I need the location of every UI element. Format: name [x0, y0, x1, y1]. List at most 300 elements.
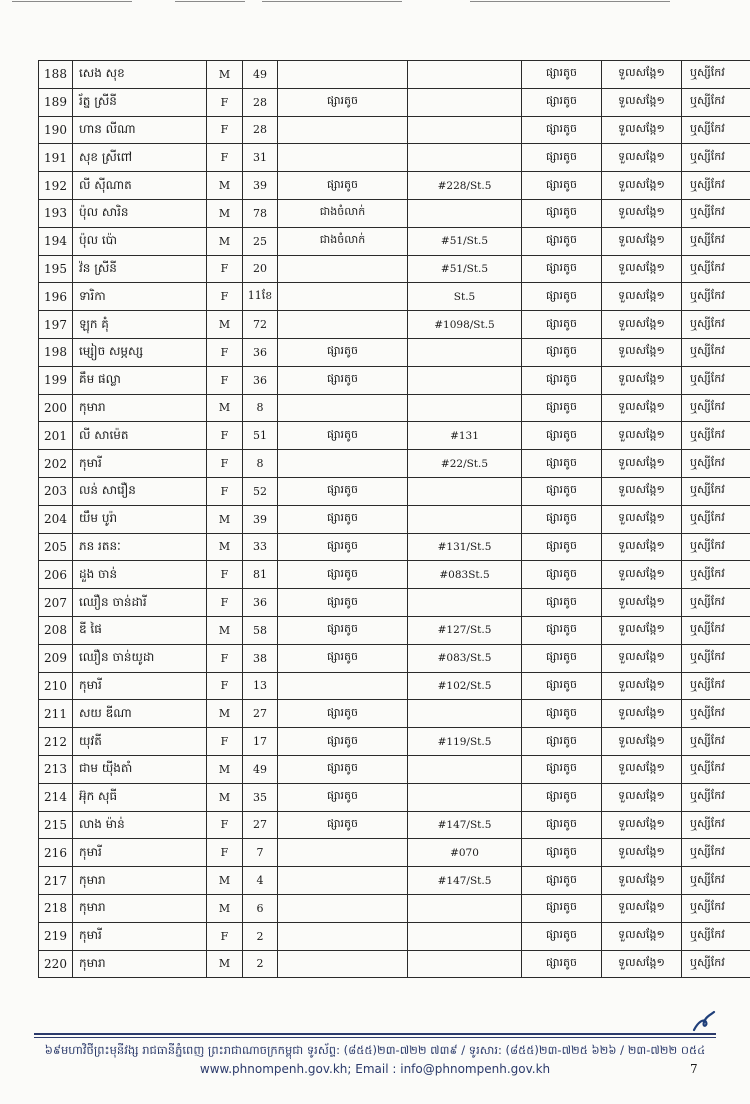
market-cell: ផ្សារតូច	[522, 283, 602, 311]
table-row	[39, 700, 750, 728]
commune-cell: ទួលសង្កែ១	[602, 422, 682, 450]
sex-cell: M	[207, 755, 243, 783]
commune-cell: ទួលសង្កែ១	[602, 839, 682, 867]
market-cell: ផ្សារតូច	[522, 700, 602, 728]
occupation-cell: ផ្សារតូច	[278, 477, 408, 505]
person-name-cell: សុខ ស្រីពៅ	[73, 144, 207, 172]
occupation-cell: ផ្សារតូច	[278, 755, 408, 783]
sex-cell: F	[207, 477, 243, 505]
person-name-cell: ដួង ចាន់	[73, 561, 207, 589]
table-row	[39, 422, 750, 450]
table-row	[39, 922, 750, 950]
market-cell: ផ្សារតូច	[522, 422, 602, 450]
person-name-cell: គឹម ផល្លា	[73, 366, 207, 394]
occupation-cell: ផ្សារតូច	[278, 783, 408, 811]
district-cell: ឬស្សីកែវ	[682, 672, 750, 700]
sex-cell: M	[207, 700, 243, 728]
occupation-cell: ផ្សារតូច	[278, 811, 408, 839]
address-cell: #131/St.5	[408, 533, 522, 561]
person-name-cell: លី ស៊ីណាត	[73, 172, 207, 200]
row-number-cell: 208	[39, 616, 73, 644]
person-name-cell: ឈឿន ចាន់យូដា	[73, 644, 207, 672]
market-cell: ផ្សារតូច	[522, 366, 602, 394]
person-name-cell: កុមារា	[73, 894, 207, 922]
table-row	[39, 394, 750, 422]
occupation-cell: ផ្សារតូច	[278, 88, 408, 116]
market-cell: ផ្សារតូច	[522, 950, 602, 978]
market-cell: ផ្សារតូច	[522, 450, 602, 478]
market-cell: ផ្សារតូច	[522, 505, 602, 533]
table-row	[39, 728, 750, 756]
age-cell: 20	[243, 255, 278, 283]
commune-cell: ទួលសង្កែ១	[602, 366, 682, 394]
row-number-cell: 217	[39, 867, 73, 895]
commune-cell: ទួលសង្កែ១	[602, 450, 682, 478]
market-cell: ផ្សារតូច	[522, 561, 602, 589]
market-cell: ផ្សារតូច	[522, 227, 602, 255]
row-number-cell: 218	[39, 894, 73, 922]
table-row	[39, 61, 750, 89]
district-cell: ឬស្សីកែវ	[682, 394, 750, 422]
market-cell: ផ្សារតូច	[522, 811, 602, 839]
table-row	[39, 116, 750, 144]
row-number-cell: 192	[39, 172, 73, 200]
sex-cell: M	[207, 505, 243, 533]
market-cell: ផ្សារតូច	[522, 533, 602, 561]
person-name-cell: ទារិកា	[73, 283, 207, 311]
table-row	[39, 199, 750, 227]
market-cell: ផ្សារតូច	[522, 839, 602, 867]
commune-cell: ទួលសង្កែ១	[602, 616, 682, 644]
row-number-cell: 210	[39, 672, 73, 700]
address-cell	[408, 199, 522, 227]
commune-cell: ទួលសង្កែ១	[602, 477, 682, 505]
table-row	[39, 894, 750, 922]
age-cell: 72	[243, 311, 278, 339]
address-cell: #22/St.5	[408, 450, 522, 478]
sex-cell: F	[207, 283, 243, 311]
occupation-cell	[278, 283, 408, 311]
register-table	[38, 60, 750, 978]
person-name-cell: កុមារា	[73, 394, 207, 422]
row-number-cell: 220	[39, 950, 73, 978]
person-name-cell: ឌី ផៃ	[73, 616, 207, 644]
commune-cell: ទួលសង្កែ១	[602, 728, 682, 756]
sex-cell: F	[207, 839, 243, 867]
age-cell: 39	[243, 505, 278, 533]
market-cell: ផ្សារតូច	[522, 88, 602, 116]
table-row	[39, 311, 750, 339]
district-cell: ឬស្សីកែវ	[682, 366, 750, 394]
market-cell: ផ្សារតូច	[522, 144, 602, 172]
district-cell: ឬស្សីកែវ	[682, 616, 750, 644]
age-cell: 78	[243, 199, 278, 227]
address-cell	[408, 894, 522, 922]
row-number-cell: 190	[39, 116, 73, 144]
district-cell: ឬស្សីកែវ	[682, 255, 750, 283]
market-cell: ផ្សារតូច	[522, 783, 602, 811]
commune-cell: ទួលសង្កែ១	[602, 811, 682, 839]
person-name-cell: សេង សុខ	[73, 61, 207, 89]
commune-cell: ទួលសង្កែ១	[602, 116, 682, 144]
table-row	[39, 672, 750, 700]
age-cell: 27	[243, 700, 278, 728]
age-cell: 49	[243, 61, 278, 89]
occupation-cell	[278, 950, 408, 978]
age-cell: 13	[243, 672, 278, 700]
row-number-cell: 204	[39, 505, 73, 533]
address-cell: St.5	[408, 283, 522, 311]
table-row	[39, 255, 750, 283]
footer-address: ៦៩មហាវិថីព្រះមុនីវង្ស រាជធានីភ្នំពេញ ព្រះរាជាណាចក្រកម្ពុជា ទូរស័ព្ទ: (៨៥៥)២៣-៧២២ ៧៣៩ / ទូរសារ: (៨៥៥)២៣-៧២៥ ៦២៦ / ២៣-៧២២ ០៥៤	[44, 1043, 706, 1057]
occupation-cell	[278, 867, 408, 895]
district-cell: ឬស្សីកែវ	[682, 422, 750, 450]
row-number-cell: 212	[39, 728, 73, 756]
occupation-cell	[278, 672, 408, 700]
table-row	[39, 450, 750, 478]
market-cell: ផ្សារតូច	[522, 172, 602, 200]
district-cell: ឬស្សីកែវ	[682, 311, 750, 339]
person-name-cell: ឈឿន ចាន់ដារី	[73, 589, 207, 617]
row-number-cell: 189	[39, 88, 73, 116]
district-cell: ឬស្សីកែវ	[682, 755, 750, 783]
occupation-cell	[278, 116, 408, 144]
age-cell: 8	[243, 450, 278, 478]
market-cell: ផ្សារតូច	[522, 199, 602, 227]
age-cell: 36	[243, 366, 278, 394]
person-name-cell: កុមារា	[73, 867, 207, 895]
district-cell: ឬស្សីកែវ	[682, 116, 750, 144]
row-number-cell: 216	[39, 839, 73, 867]
commune-cell: ទួលសង្កែ១	[602, 227, 682, 255]
sex-cell: M	[207, 311, 243, 339]
address-cell: #119/St.5	[408, 728, 522, 756]
market-cell: ផ្សារតូច	[522, 61, 602, 89]
row-number-cell: 202	[39, 450, 73, 478]
district-cell: ឬស្សីកែវ	[682, 283, 750, 311]
age-cell: 35	[243, 783, 278, 811]
sex-cell: M	[207, 61, 243, 89]
table-row	[39, 644, 750, 672]
age-cell: 28	[243, 88, 278, 116]
market-cell: ផ្សារតូច	[522, 338, 602, 366]
person-name-cell: អ៊ុក សុធី	[73, 783, 207, 811]
occupation-cell	[278, 255, 408, 283]
district-cell: ឬស្សីកែវ	[682, 533, 750, 561]
occupation-cell: ផ្សារតូច	[278, 644, 408, 672]
age-cell: 11ខែ	[243, 283, 278, 311]
sex-cell: F	[207, 88, 243, 116]
person-name-cell: រ័ត្ន ស្រីនី	[73, 88, 207, 116]
address-cell	[408, 950, 522, 978]
person-name-cell: កុមារី	[73, 922, 207, 950]
district-cell: ឬស្សីកែវ	[682, 700, 750, 728]
commune-cell: ទួលសង្កែ១	[602, 172, 682, 200]
market-cell: ផ្សារតូច	[522, 922, 602, 950]
sex-cell: M	[207, 533, 243, 561]
table-row	[39, 811, 750, 839]
commune-cell: ទួលសង្កែ១	[602, 199, 682, 227]
district-cell: ឬស្សីកែវ	[682, 922, 750, 950]
district-cell: ឬស្សីកែវ	[682, 839, 750, 867]
commune-cell: ទួលសង្កែ១	[602, 672, 682, 700]
commune-cell: ទួលសង្កែ១	[602, 283, 682, 311]
person-name-cell: វ៉ន ស្រីនី	[73, 255, 207, 283]
person-name-cell: ជាម យ៉ីងតាំ	[73, 755, 207, 783]
occupation-cell	[278, 839, 408, 867]
age-cell: 4	[243, 867, 278, 895]
address-cell: #102/St.5	[408, 672, 522, 700]
address-cell	[408, 755, 522, 783]
occupation-cell: ផ្សារតូច	[278, 172, 408, 200]
person-name-cell: ប៉ុល សារិន	[73, 199, 207, 227]
address-cell	[408, 338, 522, 366]
person-name-cell: លី សាម៉េត	[73, 422, 207, 450]
market-cell: ផ្សារតូច	[522, 589, 602, 617]
age-cell: 27	[243, 811, 278, 839]
person-name-cell: លាង ម៉ាន់	[73, 811, 207, 839]
table-row	[39, 783, 750, 811]
occupation-cell: ផ្សារតូច	[278, 561, 408, 589]
footer-divider	[34, 1033, 716, 1035]
address-cell	[408, 394, 522, 422]
address-cell: #070	[408, 839, 522, 867]
occupation-cell: ផ្សារតូច	[278, 589, 408, 617]
market-cell: ផ្សារតូច	[522, 672, 602, 700]
commune-cell: ទួលសង្កែ១	[602, 311, 682, 339]
person-name-cell: ភន រតនៈ	[73, 533, 207, 561]
market-cell: ផ្សារតូច	[522, 616, 602, 644]
table-row	[39, 950, 750, 978]
row-number-cell: 201	[39, 422, 73, 450]
sex-cell: M	[207, 227, 243, 255]
person-name-cell: លន់ សារឿន	[73, 477, 207, 505]
address-cell	[408, 783, 522, 811]
district-cell: ឬស្សីកែវ	[682, 172, 750, 200]
row-number-cell: 194	[39, 227, 73, 255]
table-row	[39, 144, 750, 172]
sex-cell: F	[207, 144, 243, 172]
address-cell: #228/St.5	[408, 172, 522, 200]
district-cell: ឬស្សីកែវ	[682, 867, 750, 895]
table-row	[39, 88, 750, 116]
age-cell: 36	[243, 589, 278, 617]
age-cell: 8	[243, 394, 278, 422]
address-cell: #147/St.5	[408, 811, 522, 839]
table-row	[39, 505, 750, 533]
age-cell: 31	[243, 144, 278, 172]
table-row	[39, 477, 750, 505]
market-cell: ផ្សារតូច	[522, 728, 602, 756]
sex-cell: F	[207, 422, 243, 450]
age-cell: 2	[243, 950, 278, 978]
age-cell: 6	[243, 894, 278, 922]
age-cell: 39	[243, 172, 278, 200]
occupation-cell: ជាងចំលាក់	[278, 227, 408, 255]
occupation-cell: ផ្សារតូច	[278, 533, 408, 561]
district-cell: ឬស្សីកែវ	[682, 589, 750, 617]
row-number-cell: 205	[39, 533, 73, 561]
age-cell: 49	[243, 755, 278, 783]
row-number-cell: 203	[39, 477, 73, 505]
market-cell: ផ្សារតូច	[522, 644, 602, 672]
sex-cell: M	[207, 783, 243, 811]
table-row	[39, 338, 750, 366]
table-row	[39, 227, 750, 255]
top-scan-rule	[0, 0, 750, 6]
age-cell: 58	[243, 616, 278, 644]
sex-cell: M	[207, 172, 243, 200]
district-cell: ឬស្សីកែវ	[682, 227, 750, 255]
person-name-cell: យុវតី	[73, 728, 207, 756]
commune-cell: ទួលសង្កែ១	[602, 88, 682, 116]
age-cell: 38	[243, 644, 278, 672]
person-name-cell: ប៉ុល ប៉ោ	[73, 227, 207, 255]
age-cell: 52	[243, 477, 278, 505]
person-name-cell: សយ ឌីណា	[73, 700, 207, 728]
sex-cell: F	[207, 922, 243, 950]
address-cell: #131	[408, 422, 522, 450]
address-cell: #147/St.5	[408, 867, 522, 895]
sex-cell: M	[207, 867, 243, 895]
district-cell: ឬស្សីកែវ	[682, 199, 750, 227]
sex-cell: F	[207, 728, 243, 756]
commune-cell: ទួលសង្កែ១	[602, 950, 682, 978]
district-cell: ឬស្សីកែវ	[682, 644, 750, 672]
address-cell	[408, 88, 522, 116]
row-number-cell: 191	[39, 144, 73, 172]
row-number-cell: 213	[39, 755, 73, 783]
address-cell: #083St.5	[408, 561, 522, 589]
occupation-cell: ផ្សារតូច	[278, 338, 408, 366]
occupation-cell: ជាងចំលាក់	[278, 199, 408, 227]
table-row	[39, 616, 750, 644]
age-cell: 7	[243, 839, 278, 867]
district-cell: ឬស្សីកែវ	[682, 144, 750, 172]
table-row	[39, 533, 750, 561]
sex-cell: F	[207, 255, 243, 283]
commune-cell: ទួលសង្កែ១	[602, 255, 682, 283]
row-number-cell: 195	[39, 255, 73, 283]
sex-cell: M	[207, 199, 243, 227]
district-cell: ឬស្សីកែវ	[682, 783, 750, 811]
row-number-cell: 200	[39, 394, 73, 422]
district-cell: ឬស្សីកែវ	[682, 338, 750, 366]
address-cell	[408, 505, 522, 533]
table-row	[39, 839, 750, 867]
market-cell: ផ្សារតូច	[522, 867, 602, 895]
district-cell: ឬស្សីកែវ	[682, 811, 750, 839]
sex-cell: M	[207, 894, 243, 922]
address-cell	[408, 366, 522, 394]
table-row	[39, 172, 750, 200]
commune-cell: ទួលសង្កែ១	[602, 783, 682, 811]
person-name-cell: ឡុក គុំ	[73, 311, 207, 339]
row-number-cell: 206	[39, 561, 73, 589]
market-cell: ផ្សារតូច	[522, 311, 602, 339]
address-cell	[408, 116, 522, 144]
address-cell	[408, 589, 522, 617]
occupation-cell: ផ្សារតូច	[278, 728, 408, 756]
district-cell: ឬស្សីកែវ	[682, 477, 750, 505]
sex-cell: F	[207, 450, 243, 478]
occupation-cell: ផ្សារតូច	[278, 700, 408, 728]
row-number-cell: 197	[39, 311, 73, 339]
market-cell: ផ្សារតូច	[522, 255, 602, 283]
row-number-cell: 188	[39, 61, 73, 89]
sex-cell: M	[207, 616, 243, 644]
district-cell: ឬស្សីកែវ	[682, 561, 750, 589]
address-cell	[408, 477, 522, 505]
row-number-cell: 199	[39, 366, 73, 394]
address-cell	[408, 144, 522, 172]
district-cell: ឬស្សីកែវ	[682, 894, 750, 922]
age-cell: 28	[243, 116, 278, 144]
commune-cell: ទួលសង្កែ១	[602, 755, 682, 783]
sex-cell: F	[207, 116, 243, 144]
row-number-cell: 209	[39, 644, 73, 672]
commune-cell: ទួលសង្កែ១	[602, 644, 682, 672]
market-cell: ផ្សារតូច	[522, 894, 602, 922]
age-cell: 2	[243, 922, 278, 950]
address-cell	[408, 700, 522, 728]
age-cell: 36	[243, 338, 278, 366]
sex-cell: M	[207, 394, 243, 422]
sex-cell: F	[207, 644, 243, 672]
table-row	[39, 561, 750, 589]
commune-cell: ទួលសង្កែ១	[602, 338, 682, 366]
table-row	[39, 366, 750, 394]
age-cell: 81	[243, 561, 278, 589]
row-number-cell: 219	[39, 922, 73, 950]
row-number-cell: 215	[39, 811, 73, 839]
commune-cell: ទួលសង្កែ១	[602, 922, 682, 950]
address-cell	[408, 61, 522, 89]
row-number-cell: 214	[39, 783, 73, 811]
commune-cell: ទួលសង្កែ១	[602, 144, 682, 172]
commune-cell: ទួលសង្កែ១	[602, 894, 682, 922]
handwritten-mark-icon	[690, 1010, 718, 1034]
age-cell: 51	[243, 422, 278, 450]
market-cell: ផ្សារតូច	[522, 394, 602, 422]
age-cell: 25	[243, 227, 278, 255]
address-cell	[408, 922, 522, 950]
person-name-cell: កុមារី	[73, 839, 207, 867]
table-row	[39, 755, 750, 783]
row-number-cell: 198	[39, 338, 73, 366]
district-cell: ឬស្សីកែវ	[682, 450, 750, 478]
occupation-cell: ផ្សារតូច	[278, 366, 408, 394]
occupation-cell	[278, 144, 408, 172]
commune-cell: ទួលសង្កែ១	[602, 561, 682, 589]
table-row	[39, 589, 750, 617]
register-table-body	[39, 61, 750, 978]
commune-cell: ទួលសង្កែ១	[602, 61, 682, 89]
sex-cell: F	[207, 672, 243, 700]
district-cell: ឬស្សីកែវ	[682, 505, 750, 533]
occupation-cell	[278, 894, 408, 922]
commune-cell: ទួលសង្កែ១	[602, 505, 682, 533]
address-cell: #1098/St.5	[408, 311, 522, 339]
row-number-cell: 211	[39, 700, 73, 728]
sex-cell: F	[207, 589, 243, 617]
occupation-cell	[278, 394, 408, 422]
sex-cell: F	[207, 366, 243, 394]
market-cell: ផ្សារតូច	[522, 755, 602, 783]
market-cell: ផ្សារតូច	[522, 116, 602, 144]
row-number-cell: 196	[39, 283, 73, 311]
occupation-cell	[278, 311, 408, 339]
